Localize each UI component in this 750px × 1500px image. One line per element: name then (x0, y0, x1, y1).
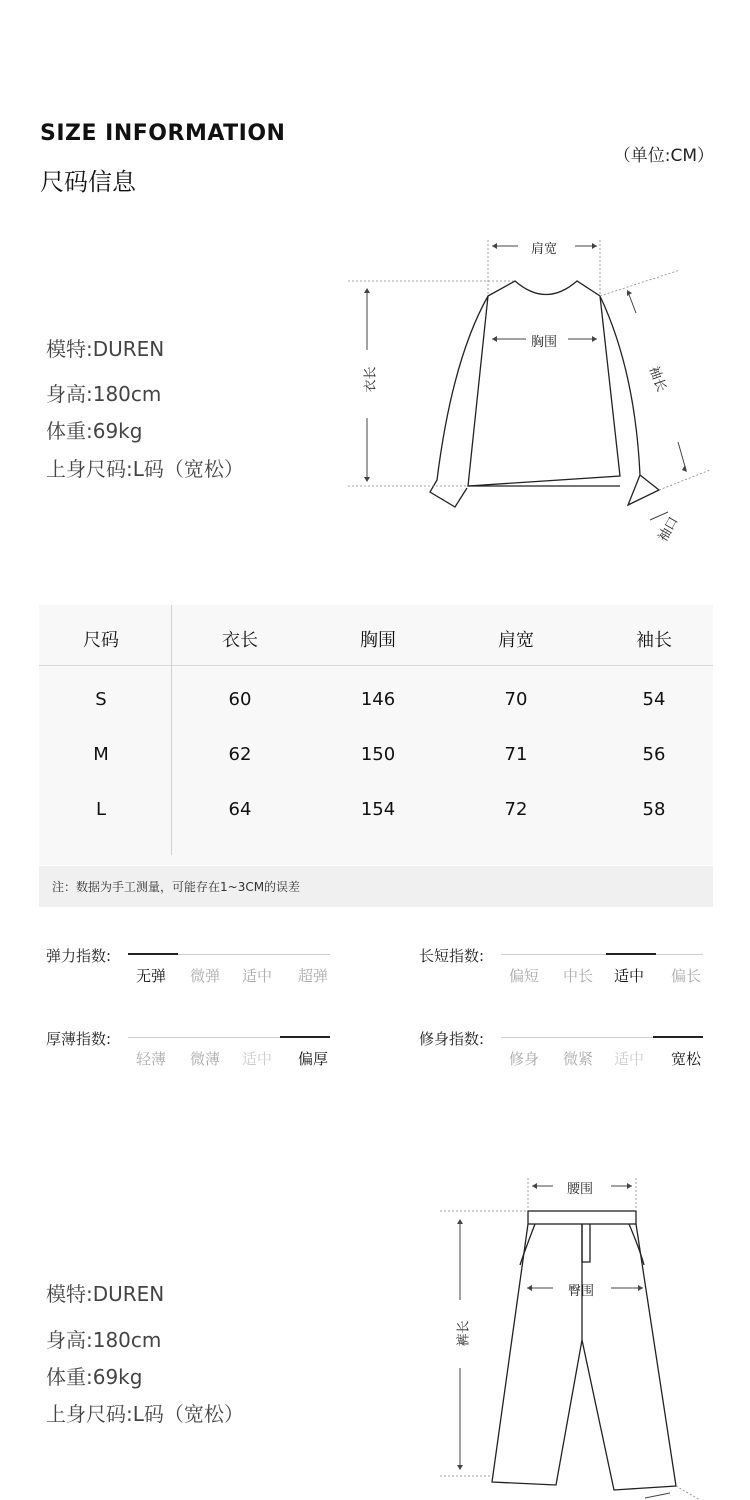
row-l-size: L (95, 799, 107, 820)
shoulder-width-label: 肩宽 (531, 242, 558, 257)
thickness-label: 厚薄指数: (46, 1030, 112, 1048)
row-m-length: 62 (228, 744, 252, 765)
note-text: 注：数据为手工测量，可能存在1~3CM的误差 (52, 880, 301, 894)
fit-option-4: 宽松 (670, 1050, 701, 1068)
row-s-shoulder: 70 (504, 689, 528, 710)
pants-length-label: 裤长 (456, 1320, 472, 1347)
model-weight-bottom: 体重:69kg (46, 1365, 143, 1389)
thickness-option-1: 轻薄 (135, 1050, 166, 1068)
length-option-4: 偏长 (670, 967, 701, 985)
hip-label: 臀围 (568, 1284, 595, 1299)
header-length: 衣长 (222, 630, 258, 651)
model-height-bottom: 身高:180cm (46, 1328, 162, 1352)
length-index-label: 长短指数: (419, 947, 485, 965)
row-l-length: 64 (228, 799, 252, 820)
fit-label: 修身指数: (419, 1030, 485, 1048)
garment-length-label: 衣长 (363, 366, 379, 393)
elasticity-option-2: 微弹 (189, 967, 220, 985)
sleeve-length-label: 袖长 (645, 364, 669, 394)
row-l-chest: 154 (360, 799, 396, 820)
row-l-sleeve: 58 (642, 799, 666, 820)
fit-option-3: 适中 (613, 1050, 644, 1068)
thickness-option-3: 适中 (241, 1050, 272, 1068)
elasticity-option-3: 适中 (241, 967, 272, 985)
model-name-bottom: 模特:DUREN (46, 1282, 165, 1306)
thickness-option-4: 偏厚 (297, 1050, 328, 1068)
thickness-option-2: 微薄 (189, 1050, 220, 1068)
header-size: 尺码 (83, 630, 119, 651)
row-m-size: M (93, 744, 109, 765)
header-chest: 胸围 (360, 630, 396, 651)
model-size: 上身尺码:L码（宽松） (46, 457, 244, 481)
row-m-sleeve: 56 (642, 744, 666, 765)
row-m-chest: 150 (360, 744, 396, 765)
title-chinese: 尺码信息 (40, 168, 136, 196)
elasticity-label: 弹力指数: (46, 947, 112, 965)
fit-option-1: 修身 (508, 1050, 539, 1068)
header-sleeve: 袖长 (636, 630, 672, 651)
fit-option-2: 微紧 (562, 1050, 593, 1068)
length-option-1: 偏短 (508, 967, 539, 985)
row-s-length: 60 (228, 689, 252, 710)
row-s-sleeve: 54 (642, 689, 666, 710)
title-english: SIZE INFORMATION (40, 121, 286, 146)
length-option-2: 中长 (562, 967, 593, 985)
model-name: 模特:DUREN (46, 337, 165, 361)
row-s-size: S (95, 689, 107, 710)
row-m-shoulder: 71 (504, 744, 528, 765)
row-l-shoulder: 72 (504, 799, 528, 820)
model-weight: 体重:69kg (46, 419, 143, 443)
unit-label: （单位:CM） (613, 146, 714, 166)
cuff-label: 袖口 (655, 514, 682, 545)
length-option-3: 适中 (613, 967, 644, 985)
chest-label: 胸围 (531, 335, 558, 350)
elasticity-option-1: 无弹 (135, 967, 166, 985)
header-shoulder: 肩宽 (498, 630, 534, 651)
model-height: 身高:180cm (46, 382, 162, 406)
waist-label: 腰围 (567, 1182, 594, 1197)
elasticity-option-4: 超弹 (297, 967, 328, 985)
model-size-bottom: 上身尺码:L码（宽松） (46, 1402, 244, 1426)
row-s-chest: 146 (360, 689, 396, 710)
